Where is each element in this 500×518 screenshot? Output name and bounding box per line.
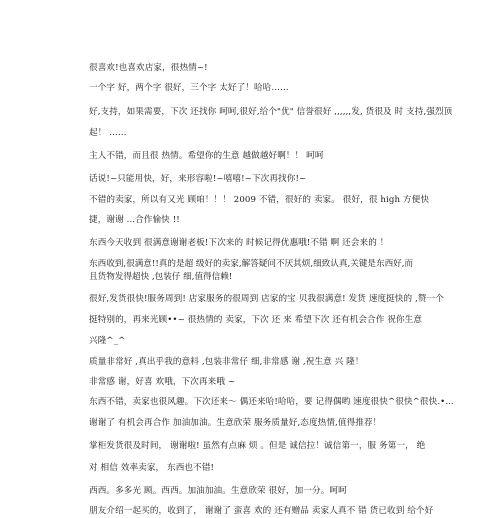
review-line: 挺特别的，再来光顾••~ 很热情的 卖家，下次 还 来 希望下次 还有机会合作 祝你生意 xyxy=(89,315,423,325)
review-line: 谢谢了 有机会再合作 加油加油。生意欣荣 服务质量好,态度热情,值得推荐！ xyxy=(89,418,382,428)
review-line: 东西今天收到 很满意谢谢老板!下次来的 时候记得优惠哦!不错 啊 还会来的 ！ xyxy=(89,238,389,248)
review-paragraph: 东西收到,很满意!!真的是超 级好的卖家,解答疑问不厌其烦,细致认真,关键是东西好,而 且货物发得超快 ,包装仔 细,值得信赖! xyxy=(89,259,414,282)
review-line: 很好,发货很快!服务周到! 店家服务的很周到 店家的宝 贝我很满意! 发货 速度挺快的 ,赞一个 xyxy=(89,294,444,304)
review-line: 主人不错，而且很 热情。希望你的生意 越做越好啊！！ 呵呵 xyxy=(89,151,324,161)
review-line: 朋友介绍一起买的，收到了， 谢谢了 蛮喜 欢的 还有赠品 卖家人真不 错 货已收到 给个好 xyxy=(89,506,434,516)
review-line: 兴隆^_^ xyxy=(89,336,126,346)
review-line: 非常感 谢，好喜 欢哦，下次再来哦 ~ xyxy=(89,377,236,387)
review-line: 不错的卖家，所以有又光 顾咱！！！ 2009 不错，很好的 卖家。 很好，很 high 方便快 xyxy=(89,195,430,205)
review-line: 话说!~只能用快，好，来形容啦!~嘻嘻!~下次再找你!~ xyxy=(89,174,307,184)
review-line: 一个字 好，两个字 很好，三个字 太好了！哈哈…… xyxy=(89,83,289,93)
review-line: 质量非常好 ,真出乎我的意料 ,包装非常仔 细,非常感 谢 ,祝生意 兴 隆！ xyxy=(89,357,364,367)
review-line: 东西不错，卖家也很风趣。下次还来～ 偶还来哈!哈哈，要 记得偶哟 速度很快^很快^很快.•... xyxy=(89,397,454,407)
review-line: 好,支持，如果需要，下次 还找你 呵呵,很好,给个"优" 信誉很好 ,,,,,,发, 货很及 时 支持,强烈顶 xyxy=(89,107,453,117)
review-line: 掌柜发货很及时间， 谢谢啦! 虽然有点麻 烦 。但是 诚信拉！诚信第一，服 务第一， 绝 xyxy=(89,441,426,451)
review-line: 对 相信 效率卖家， 东西也不错! xyxy=(89,463,215,473)
review-line: 很喜欢!也喜欢店家，很热情~! xyxy=(89,63,208,73)
review-line: 西西。多多光 顾。西西。加油加油。生意欣荣 很好，加一分。呵呵 xyxy=(89,486,347,496)
review-line: 起！ …… xyxy=(89,128,127,138)
review-line: 捷，谢谢 ...合作愉快 !! xyxy=(89,215,180,225)
